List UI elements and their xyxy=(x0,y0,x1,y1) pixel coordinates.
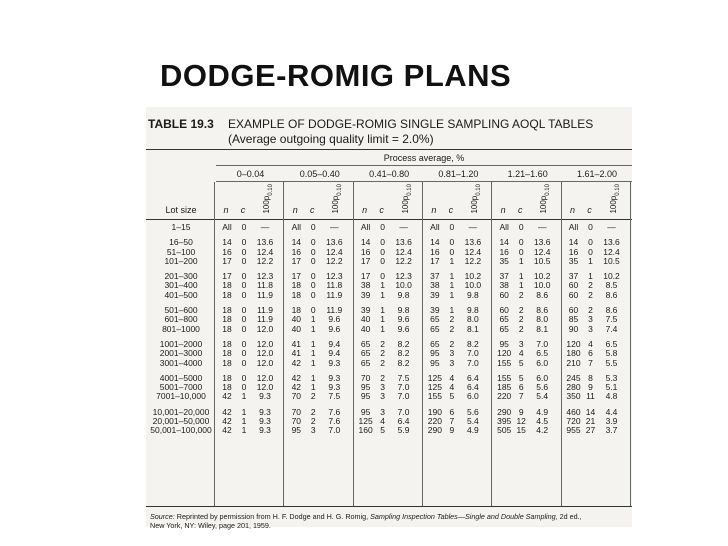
table-cell: All xyxy=(222,222,232,232)
group-header: 0.05–0.40 xyxy=(299,169,340,179)
table-cell: 13.6 12.4 12.2 xyxy=(326,237,343,266)
table-cell: 60 85 90 xyxy=(568,305,579,334)
lot-size-cell: 10,001–20,000 20,001–50,000 50,001–100,000 xyxy=(150,406,212,436)
ltpd-header: $100p_{0.10}$ xyxy=(608,184,621,214)
ltpd-subscript: 0.10 xyxy=(614,184,621,196)
n-header: n xyxy=(500,205,506,215)
source-note xyxy=(150,512,632,530)
table-cell: 9.8 9.6 9.6 xyxy=(397,305,410,334)
c-header: c xyxy=(587,205,592,215)
table-cell: 0 xyxy=(588,222,593,232)
table-cell: 9.4 9.4 9.3 xyxy=(328,339,341,368)
n-header: n xyxy=(362,205,368,215)
table-cell: 190 220 290 xyxy=(427,406,442,436)
ltpd-header: $100p_{0.10}$ xyxy=(400,184,413,214)
table-cell: 245 280 350 xyxy=(566,372,581,402)
table-cell: 0 0 0 xyxy=(241,305,247,334)
lot-size-cell: 201–300 301–400 401–500 xyxy=(164,271,198,300)
table-cell: 1 1 1 xyxy=(449,271,455,300)
c-header: c xyxy=(379,205,384,215)
table-cell: 0 0 0 xyxy=(310,237,316,266)
group-header: 0–0.04 xyxy=(236,169,265,179)
table-cell: 7.0 6.4 5.9 xyxy=(397,406,410,436)
table-cell: 95 125 160 xyxy=(358,406,373,436)
table-cell: 5 6 7 xyxy=(518,372,524,402)
table-cell: 12.0 12.0 9.3 xyxy=(256,372,274,402)
table-cell: 9 12 15 xyxy=(516,406,526,436)
process-average-rule xyxy=(216,165,632,166)
table-cell: 6.4 6.4 6.0 xyxy=(466,372,479,402)
table-cell: 0 0 0 xyxy=(310,271,316,300)
table-cell: All xyxy=(291,222,302,232)
bottom-rule xyxy=(146,506,632,507)
table-cell: 2 3 3 xyxy=(588,305,593,334)
n-header: n xyxy=(569,205,575,215)
lot-size-cell: 4001–5000 5001–7000 7001–10,000 xyxy=(156,372,206,402)
table-cell: 0 0 0 xyxy=(241,237,247,266)
table-cell: 155 185 220 xyxy=(497,372,512,402)
table-cell: — xyxy=(260,222,270,232)
table-cell: 0 0 1 xyxy=(518,237,524,266)
table-cell: 4 6 7 xyxy=(588,339,593,368)
table-cell: 9.8 8.0 8.1 xyxy=(466,305,479,334)
source-book: Sampling Inspection Tables—Single and Double Sampling, xyxy=(370,512,558,521)
table-cell: 0 0 0 xyxy=(241,271,247,300)
table-cell: 14 16 17 xyxy=(430,237,440,266)
source-text: Reprinted by permission from H. F. Dodge and H. G. Romig, xyxy=(176,512,369,521)
table-cell: 7.0 6.5 6.0 xyxy=(536,339,549,368)
slide-title: DODGE-ROMIG PLANS xyxy=(160,58,512,93)
table-cell: 6.5 5.8 5.5 xyxy=(605,339,618,368)
table-cell: 9.3 9.3 9.3 xyxy=(259,406,271,436)
table-cell: 1 1 1 xyxy=(310,339,316,368)
table-cell: All xyxy=(568,222,579,232)
table-cell: 0 0 0 xyxy=(380,237,385,266)
table-cell: 14 21 27 xyxy=(585,406,596,436)
lot-size-cell: 1001–2000 2001–3000 3001–4000 xyxy=(159,339,203,368)
table-cell: 17 38 39 xyxy=(360,271,371,300)
table-cell: 4.9 4.5 4.2 xyxy=(536,406,549,436)
table-cell: 12.0 12.0 12.0 xyxy=(256,339,274,368)
table-cell: 65 95 95 xyxy=(430,339,440,368)
table-cell: 0 0 1 xyxy=(588,237,593,266)
table-subtitle: (Average outgoing quality limit = 2.0%) xyxy=(228,132,434,146)
table-cell: 18 18 42 xyxy=(222,372,232,402)
ltpd-header: $100p_{0.10}$ xyxy=(262,184,274,214)
table-cell: 10.2 10.0 8.6 xyxy=(533,271,551,300)
group-header: 1.61–2.00 xyxy=(576,169,618,179)
table-cell: 13.6 12.4 10.5 xyxy=(533,237,551,266)
table-cell: 2 2 2 xyxy=(380,339,385,368)
table-cell: 14 16 35 xyxy=(499,237,509,266)
ltpd-subscript: 0.10 xyxy=(406,184,413,196)
ltpd-subscript: 0.10 xyxy=(337,184,344,196)
table-cell: 0 0 0 xyxy=(241,339,247,368)
table-cell: 120 180 210 xyxy=(566,339,581,368)
table-cell: 3 4 5 xyxy=(518,339,524,368)
table-cell: 2 3 3 xyxy=(449,339,455,368)
scanned-table xyxy=(146,107,632,530)
ltpd-subscript: 0.10 xyxy=(544,184,551,196)
table-cell: 2 2 2 xyxy=(518,305,524,334)
table-cell: 0 xyxy=(310,222,316,232)
table-cell: All xyxy=(499,222,509,232)
table-cell: 39 65 65 xyxy=(430,305,440,334)
table-cell: 14 16 17 xyxy=(222,237,232,266)
table-cell: 0 xyxy=(518,222,524,232)
table-cell: 7.6 7.6 7.0 xyxy=(328,406,341,436)
table-cell: 12.3 11.8 11.9 xyxy=(326,271,343,300)
table-cell: 1 1 1 xyxy=(241,406,247,436)
table-cell: 13.6 12.4 12.2 xyxy=(395,237,412,266)
group-rule xyxy=(216,181,632,182)
table-cell: — xyxy=(537,222,547,232)
ltpd-header: $100p_{0.10}$ xyxy=(331,184,344,214)
table-cell: 18 40 40 xyxy=(291,305,302,334)
group-header: 1.21–1.60 xyxy=(507,169,548,179)
table-cell: 42 42 70 xyxy=(291,372,302,402)
table-cell: 41 41 42 xyxy=(291,339,302,368)
table-cell: 290 395 505 xyxy=(497,406,512,436)
table-cell: 0 xyxy=(449,222,455,232)
table-cell: 13.6 12.4 10.5 xyxy=(603,237,620,266)
table-cell: 3 4 5 xyxy=(380,406,385,436)
table-cell: 125 125 155 xyxy=(427,372,442,402)
table-cell: — xyxy=(468,222,478,232)
group-header: 0.41–0.80 xyxy=(369,169,410,179)
table-cell: 14 16 17 xyxy=(360,237,371,266)
table-cell: 10.2 8.5 8.6 xyxy=(603,271,620,300)
c-header: c xyxy=(517,205,523,215)
table-cell: 0 1 1 xyxy=(310,305,316,334)
table-cell: 14 16 35 xyxy=(568,237,579,266)
table-cell: 1 1 2 xyxy=(310,372,316,402)
table-cell: — xyxy=(607,222,616,232)
table-cell: 7.5 7.0 7.0 xyxy=(397,372,410,402)
ltpd-header: $100p_{0.10}$ xyxy=(470,184,482,214)
table-cell: 6.0 5.6 5.4 xyxy=(536,372,549,402)
table-cell: 0 0 1 xyxy=(241,372,247,402)
table-cell: 8.2 7.0 7.0 xyxy=(466,339,479,368)
c-header: c xyxy=(240,205,246,215)
table-cell: 0 xyxy=(380,222,385,232)
table-cell: 8 9 11 xyxy=(586,372,595,402)
ltpd-header: $100p_{0.10}$ xyxy=(539,184,551,214)
group-header: 0.81–1.20 xyxy=(438,169,479,179)
lot-size-header: Lot size xyxy=(165,205,197,215)
header-rule xyxy=(146,219,632,220)
top-rule xyxy=(146,149,632,150)
table-cell: 18 18 18 xyxy=(222,305,232,334)
table-cell: 12.3 11.8 11.9 xyxy=(256,271,274,300)
table-cell: 11.9 11.9 12.0 xyxy=(256,305,274,334)
table-cell: 13.6 12.4 12.2 xyxy=(256,237,274,266)
table-cell: 60 65 65 xyxy=(499,305,509,334)
table-cell: 95 120 155 xyxy=(497,339,512,368)
table-cell: 9.3 9.3 7.5 xyxy=(328,372,341,402)
table-cell: 1 2 2 xyxy=(588,271,593,300)
table-cell: 460 720 955 xyxy=(566,406,581,436)
source-tail: 2d ed., xyxy=(559,512,582,521)
table-cell: 37 38 39 xyxy=(430,271,440,300)
table-title: EXAMPLE OF DODGE-ROMIG SINGLE SAMPLING AOQL TABLES xyxy=(228,117,594,131)
process-average-label: Process average, % xyxy=(383,153,465,163)
group-divider xyxy=(630,182,631,507)
table-cell: 14 16 17 xyxy=(291,237,302,266)
c-header: c xyxy=(310,205,315,215)
lot-size-cell: 1–15 xyxy=(171,222,191,232)
table-number: TABLE 19.3 xyxy=(148,117,214,131)
table-cell: 1 2 2 xyxy=(449,305,455,334)
table-cell: 70 95 95 xyxy=(360,372,371,402)
table-cell: 70 70 95 xyxy=(291,406,302,436)
n-header: n xyxy=(223,205,229,215)
table-cell: — xyxy=(399,222,408,232)
table-cell: 12.3 10.0 9.8 xyxy=(395,271,412,300)
table-cell: 17 18 18 xyxy=(291,271,302,300)
source-line2: New York, NY: Wiley, page 201, 1959. xyxy=(150,521,271,530)
n-header: n xyxy=(431,205,437,215)
table-cell: 65 65 65 xyxy=(360,339,371,368)
table-cell: 8.2 8.2 8.2 xyxy=(397,339,410,368)
table-cell: 37 60 60 xyxy=(568,271,579,300)
lot-size-cell: 16–50 51–100 101–200 xyxy=(164,237,198,266)
table-cell: 0 xyxy=(241,222,247,232)
ltpd-subscript: 0.10 xyxy=(475,184,482,196)
table-cell: 0 1 1 xyxy=(380,271,385,300)
table-cell: 1 1 1 xyxy=(380,305,385,334)
table-cell: 8.6 7.5 7.4 xyxy=(605,305,618,334)
table-cell: 37 38 60 xyxy=(499,271,509,300)
table-cell: 4 4 5 xyxy=(449,372,455,402)
c-header: c xyxy=(448,205,454,215)
ltpd-subscript: 0.10 xyxy=(267,184,274,196)
table-cell: 11.9 9.6 9.6 xyxy=(326,305,343,334)
table-cell: 18 18 18 xyxy=(222,339,232,368)
table-cell: 2 2 3 xyxy=(310,406,316,436)
table-cell: All xyxy=(360,222,371,232)
table-cell: 5.3 5.1 4.8 xyxy=(605,372,618,402)
table-cell: 17 18 18 xyxy=(222,271,232,300)
n-header: n xyxy=(292,205,298,215)
table-cell: 42 42 42 xyxy=(222,406,232,436)
table-cell: 6 7 9 xyxy=(449,406,455,436)
table-cell: 5.6 5.4 4.9 xyxy=(466,406,479,436)
table-cell: 8.6 8.0 8.1 xyxy=(536,305,549,334)
table-cell: 0 0 1 xyxy=(449,237,455,266)
table-cell: 13.6 12.4 12.2 xyxy=(464,237,482,266)
table-cell: — xyxy=(330,222,339,232)
lot-size-cell: 501–600 601–800 801–1000 xyxy=(162,305,200,334)
table-cell: 10.2 10.0 9.8 xyxy=(464,271,482,300)
table-cell: 39 40 40 xyxy=(360,305,371,334)
source-label: Source: xyxy=(150,512,175,521)
table-cell: 4.4 3.9 3.7 xyxy=(605,406,618,436)
table-cell: All xyxy=(430,222,440,232)
table-cell: 2 3 3 xyxy=(380,372,385,402)
table-cell: 1 1 2 xyxy=(518,271,524,300)
